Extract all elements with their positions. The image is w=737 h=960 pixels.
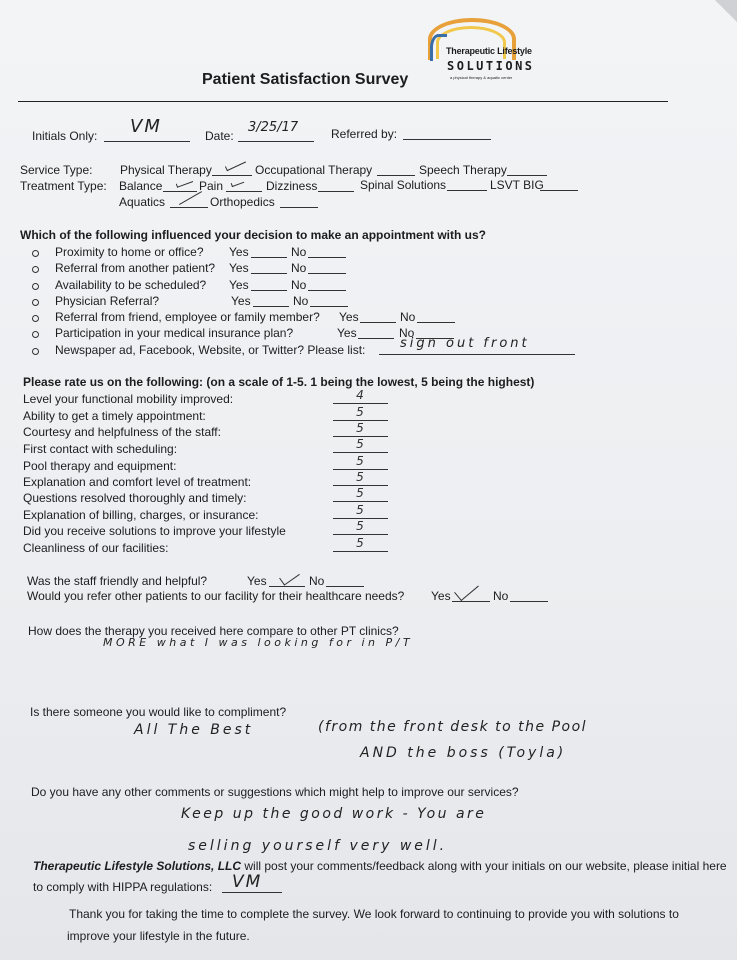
influence-item-media: Newspaper ad, Facebook, Website, or Twitter? Please list:	[55, 343, 366, 357]
influence-item-referral-friend: Referral from friend, employee or family member?	[55, 310, 320, 324]
influence-no-label: No	[293, 294, 309, 308]
treatment-label: Treatment Type:	[20, 179, 107, 193]
treatment-check-balance	[176, 178, 193, 188]
bullet	[32, 331, 39, 338]
hippa-initials-line[interactable]	[222, 892, 282, 893]
logo-tagline: a physical therapy & aquatic center	[450, 75, 513, 80]
rating-value-solutions: 5	[356, 519, 364, 533]
referred-label: Referred by:	[331, 127, 398, 141]
influence-no-label: No	[291, 245, 307, 259]
bullet	[32, 299, 39, 306]
thanks-line-2: improve your lifestyle in the future.	[67, 929, 250, 943]
influence-yes-label: Yes	[229, 278, 249, 292]
treatment-line-lsvt[interactable]	[540, 190, 578, 191]
influence-yes-line[interactable]	[251, 257, 287, 258]
ratings-heading: Please rate us on the following: (on a scale of 1-5. 1 being the lowest, 5 being the highest)	[23, 375, 535, 389]
rating-value-first-contact: 5	[356, 437, 364, 451]
rating-value-appointment: 5	[356, 405, 364, 419]
influence-yes-label: Yes	[339, 310, 359, 324]
influence-yes-line[interactable]	[253, 306, 289, 307]
bullet	[32, 250, 39, 257]
rating-label-pool: Pool therapy and equipment:	[23, 459, 177, 473]
treatment-line-spinal[interactable]	[447, 190, 487, 191]
influence-yes-line[interactable]	[360, 322, 396, 323]
staff-friendly-no-line[interactable]	[326, 586, 364, 587]
influence-no-line[interactable]	[308, 273, 346, 274]
staff-friendly-question: Was the staff friendly and helpful?	[27, 574, 208, 588]
influence-yes-label: Yes	[231, 294, 251, 308]
service-label: Service Type:	[20, 163, 93, 177]
rating-line[interactable]	[333, 551, 388, 552]
rating-line[interactable]	[333, 452, 388, 453]
service-line-st[interactable]	[507, 175, 547, 176]
rating-label-explanation: Explanation and comfort level of treatment:	[23, 475, 252, 489]
treatment-option-pain: Pain	[199, 179, 224, 193]
treatment-line-aquatics[interactable]	[170, 207, 208, 208]
staff-friendly-no-label: No	[309, 574, 325, 588]
bullet	[32, 266, 39, 273]
staff-friendly-check	[279, 567, 300, 585]
comments-question: Do you have any other comments or suggestions which might help to improve our services?	[31, 785, 519, 799]
media-list-answer[interactable]: sign out front	[400, 336, 530, 351]
logo-name: Therapeutic Lifestyle	[446, 46, 532, 56]
rating-line[interactable]	[333, 403, 388, 404]
influence-no-line[interactable]	[308, 257, 346, 258]
service-check-pt	[225, 158, 246, 171]
treatment-line-orthopedics[interactable]	[280, 207, 318, 208]
hippa-notice	[33, 859, 727, 873]
influence-item-insurance: Participation in your medical insurance plan?	[55, 326, 294, 340]
comments-answer-2[interactable]: selling yourself very well.	[188, 838, 448, 854]
folded-corner	[715, 0, 737, 22]
rating-value-explanation: 5	[356, 470, 364, 484]
staff-friendly-yes-label: Yes	[247, 574, 267, 588]
treatment-option-aquatics: Aquatics	[119, 195, 166, 209]
rating-label-questions: Questions resolved thoroughly and timely:	[23, 491, 247, 505]
influence-item-availability: Availability to be scheduled?	[55, 278, 207, 292]
rating-line[interactable]	[333, 501, 388, 502]
referred-line[interactable]	[403, 139, 491, 140]
influence-no-label: No	[399, 326, 415, 340]
treatment-option-orthopedics: Orthopedics	[210, 195, 275, 209]
influence-no-line[interactable]	[417, 322, 455, 323]
influence-yes-line[interactable]	[251, 290, 287, 291]
influence-no-line[interactable]	[310, 306, 348, 307]
rating-value-mobility: 4	[356, 388, 364, 402]
initials-label: Initials Only:	[32, 129, 98, 143]
hippa-company: Therapeutic Lifestyle Solutions, LLC	[33, 859, 242, 873]
influence-item-proximity: Proximity to home or office?	[55, 245, 204, 259]
treatment-line-dizziness[interactable]	[318, 191, 354, 192]
influence-no-label: No	[291, 278, 307, 292]
hippa-text-2: to comply with HIPPA regulations:	[33, 880, 213, 894]
treatment-option-spinal: Spinal Solutions	[360, 178, 447, 192]
thanks-line-1: Thank you for taking the time to complete the survey. We look forward to continuing to provide you with solutions to	[69, 907, 679, 921]
influence-item-physician: Physician Referral?	[55, 294, 160, 308]
treatment-option-balance: Balance	[119, 179, 163, 193]
treatment-check-aquatics	[176, 186, 202, 205]
rating-label-cleanliness: Cleanliness of our facilities:	[23, 541, 169, 555]
influence-item-referral-patient: Referral from another patient?	[55, 261, 216, 275]
compliment-question: Is there someone you would like to compliment?	[30, 705, 287, 719]
rating-value-pool: 5	[356, 454, 364, 468]
bullet	[32, 348, 39, 355]
rating-value-questions: 5	[356, 486, 364, 500]
bullet	[32, 283, 39, 290]
date-label: Date:	[205, 129, 234, 143]
staff-refer-yes-label: Yes	[431, 589, 451, 603]
compare-question: How does the therapy you received here compare to other PT clinics?	[28, 624, 399, 638]
rating-label-appointment: Ability to get a timely appointment:	[23, 409, 206, 423]
rating-value-billing: 5	[356, 503, 364, 517]
compare-answer[interactable]: MORE what I was looking for in P/T	[103, 636, 414, 649]
treatment-option-dizziness: Dizziness	[266, 179, 318, 193]
hippa-initials[interactable]: VM	[232, 872, 263, 892]
staff-friendly-yes-line[interactable]	[269, 586, 305, 587]
influence-no-label: No	[400, 310, 416, 324]
influence-yes-line[interactable]	[251, 273, 287, 274]
bullet	[32, 315, 39, 322]
influence-no-line[interactable]	[308, 290, 346, 291]
staff-refer-no-label: No	[493, 589, 509, 603]
rating-label-billing: Explanation of billing, charges, or insurance:	[23, 508, 259, 522]
rating-label-mobility: Level your functional mobility improved:	[23, 392, 234, 406]
staff-refer-check	[454, 578, 479, 601]
influence-yes-label: Yes	[229, 245, 249, 259]
treatment-line-pain[interactable]	[226, 191, 262, 192]
initials-value[interactable]: VM	[130, 116, 162, 137]
rating-line[interactable]	[333, 534, 388, 535]
compliment-answer-1[interactable]: All The Best	[134, 722, 254, 738]
staff-refer-question: Would you refer other patients to our facility for their healthcare needs?	[27, 589, 405, 603]
service-option-st: Speech Therapy	[419, 163, 507, 177]
influence-yes-label: Yes	[337, 326, 357, 340]
treatment-check-pain	[231, 179, 245, 187]
page-title: Patient Satisfaction Survey	[202, 71, 409, 88]
influence-yes-label: Yes	[229, 261, 249, 275]
comments-answer-1[interactable]: Keep up the good work - You are	[181, 806, 487, 822]
rating-value-courtesy: 5	[356, 421, 364, 435]
rating-label-first-contact: First contact with scheduling:	[23, 442, 178, 456]
service-option-ot: Occupational Therapy	[255, 163, 373, 177]
media-list-line[interactable]	[379, 354, 575, 355]
service-line-ot[interactable]	[377, 175, 415, 176]
treatment-option-lsvt: LSVT BIG	[490, 178, 544, 192]
logo-arc-blue	[430, 34, 447, 61]
date-line	[238, 141, 314, 142]
compliment-answer-2[interactable]: (from the front desk to the Pool	[318, 719, 588, 735]
service-option-pt: Physical Therapy	[120, 163, 212, 177]
staff-refer-yes-line[interactable]	[452, 601, 490, 602]
influence-yes-line[interactable]	[358, 338, 394, 339]
influence-question: Which of the following influenced your decision to make an appointment with us?	[20, 228, 487, 242]
hippa-text: will post your comments/feedback along with your initials on our website, please initial here	[241, 859, 727, 873]
rating-label-courtesy: Courtesy and helpfulness of the staff:	[23, 425, 221, 439]
rating-value-cleanliness: 5	[356, 536, 364, 550]
date-value[interactable]: 3/25/17	[248, 120, 299, 135]
rating-label-solutions: Did you receive solutions to improve your lifestyle	[23, 524, 286, 538]
logo-word: SOLUTIONS	[447, 59, 535, 73]
title-rule	[18, 101, 668, 102]
influence-no-label: No	[291, 261, 307, 275]
service-line-pt[interactable]	[212, 175, 252, 176]
staff-refer-no-line[interactable]	[510, 601, 548, 602]
compliment-answer-3[interactable]: AND the boss (Toyla)	[360, 745, 567, 761]
initials-line	[104, 141, 190, 142]
